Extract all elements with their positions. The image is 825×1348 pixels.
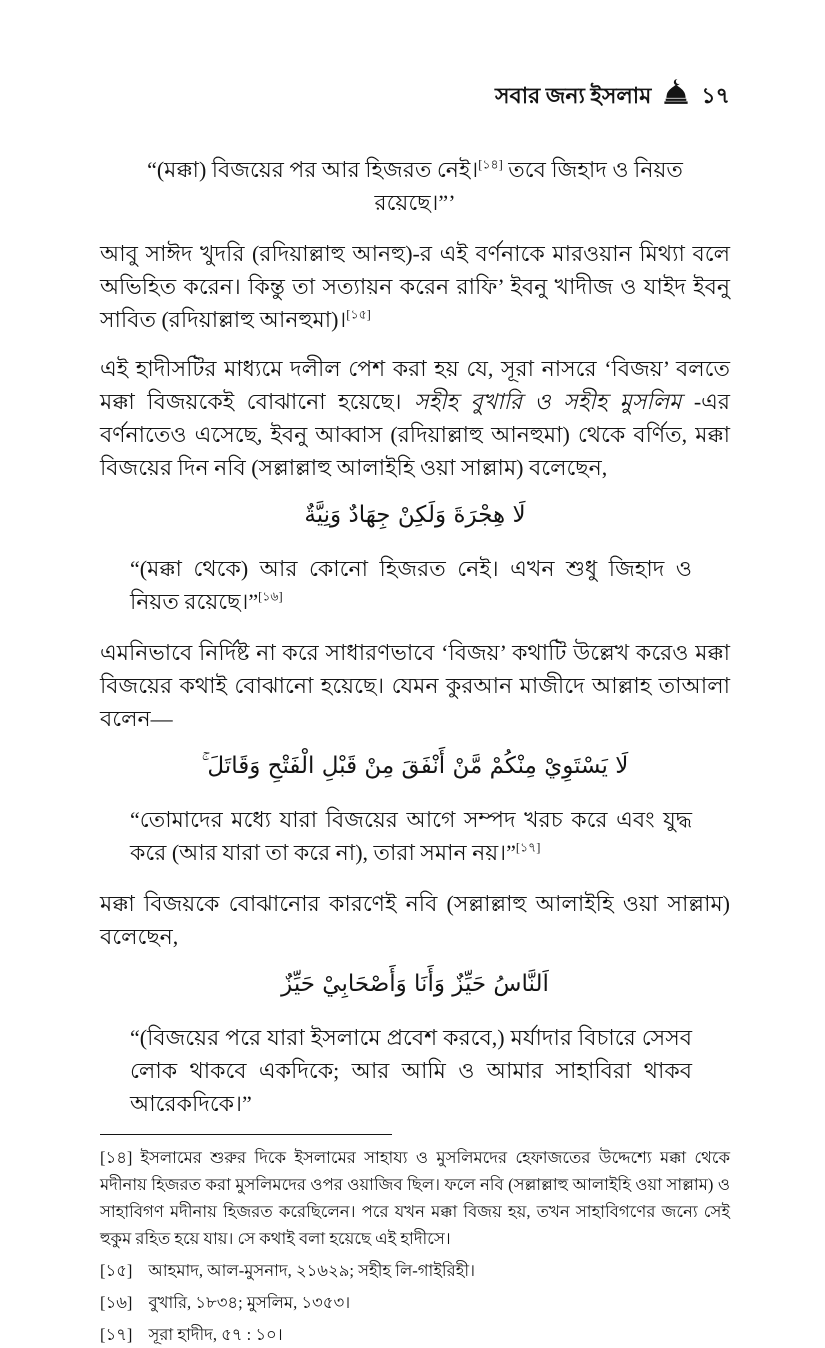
footnote-ref-17: [১৭] <box>515 840 541 855</box>
footnote-marker: [১৪] <box>100 1148 133 1167</box>
arabic-hadith-2: اَلنَّاسُ حَيِّزٌ وَأَنَا وَأَصْحَابِيْ حَيِّزٌ <box>281 971 549 997</box>
hadith-quote-4: “(বিজয়ের পরে যারা ইসলামে প্রবেশ করবে,) মর্যাদার বিচারে সেসব লোক থাকবে একদিকে; আর আমি ও আমার সাহাবিরা থাকব আরেকদিকে।” <box>130 1025 692 1116</box>
footnote-16 <box>100 1289 730 1316</box>
arabic-ayah: لَا يَسْتَوِيْ مِنْكُمْ مَّنْ أَنْفَقَ مِنْ قَبْلِ الْفَتْحِ وَقَاتَلَ ۚ <box>201 753 629 779</box>
footnote-ref-14: [১৪] <box>478 157 503 172</box>
footnote-ref-15: [১৫] <box>346 307 371 322</box>
page-body <box>100 153 730 1120</box>
footnote-text: বুখারি, ১৮৩৪; মুসলিম, ১৩৫৩। <box>148 1293 351 1312</box>
paragraph-text: আবু সাঈদ খুদরি (রদিয়াল্লাহু আনহু)-র এই বর্ণনাকে মারওয়ান মিথ্যা বলে অভিহিত করেন। কিন্তু তা সত্যায়ন করেন রাফি’ ইবনু খাদীজ ও যাইদ ইবনু সাবিত (রদিয়াল্লাহু আনহুমা)। <box>100 241 730 332</box>
quote-text: “(মক্কা থেকে) আর কোনো হিজরত নেই। এখন শুধু জিহাদ ও নিয়ত রয়েছে।” <box>130 556 692 614</box>
footnote-text: সূরা হাদীদ, ৫৭ : ১০। <box>148 1325 283 1344</box>
hadith-quote-1 <box>100 153 730 219</box>
hadith-quote-2 <box>100 552 730 618</box>
arabic-hadith-1: لَا هِجْرَةَ وَلَكِنْ جِهَادٌ وَنِيَّةٌ <box>304 502 526 528</box>
footnote-17 <box>100 1321 730 1348</box>
running-header <box>100 78 730 113</box>
quote-text: “তোমাদের মধ্যে যারা বিজয়ের আগে সম্পদ খরচ করে এবং যুদ্ধ করে (আর যারা তা করে না), তারা সমান নয়।” <box>130 807 692 865</box>
footnote-text: ইসলামের শুরুর দিকে ইসলামের সাহায্য ও মুসলিমদের হেফাজতের উদ্দেশ্যে মক্কা থেকে মদীনায় হিজরত করা মুসলিমদের ওপর ওয়াজিব ছিল। ফলে নবি (সল্লাল্লাহু আলাইহি ওয়া সাল্লাম) ও সাহাবিগণ মদীনায় হিজরত করেছিলেন। পরে যখন মক্কা বিজয় হয়, তখন সাহাবিগণের জন্যে সেই হুকুম রহিত হয়ে যায়। সে কথাই বলা হয়েছে এই হাদীসে। <box>100 1148 730 1248</box>
mosque-dome-icon <box>661 78 691 113</box>
book-title-italic: সহীহ বুখারি ও সহীহ মুসলিম <box>414 389 682 414</box>
footnote-14 <box>100 1144 730 1252</box>
paragraph-quran-majid: এমনিভাবে নির্দিষ্ট না করে সাধারণভাবে ‘বিজয়’ কথাটি উল্লেখ করেও মক্কা বিজয়ের কথাই বোঝানো হয়েছে। যেমন কুরআন মাজীদে আল্লাহ তাআলা বলেন— <box>100 640 730 731</box>
footnote-ref-16: [১৬] <box>258 589 283 604</box>
paragraph-text: এই হাদীসটির মাধ্যমে দলীল পেশ করা হয় যে, সূরা নাসরে ‘বিজয়’ বলতে মক্কা বিজয়কেই বোঝানো হয়েছে। <box>100 356 730 414</box>
footnote-marker: [১৬] <box>100 1293 133 1312</box>
quote-text: তবে জিহাদ ও নিয়ত রয়েছে।”’ <box>374 157 683 215</box>
book-title: সবার জন্য ইসলাম <box>494 82 652 108</box>
paragraph-surah-nasr <box>100 352 730 484</box>
quote-text: “(মক্কা) বিজয়ের পর আর হিজরত নেই। <box>147 157 479 182</box>
paragraph-marwan <box>100 237 730 336</box>
footnote-marker: [১৫] <box>100 1261 133 1280</box>
footnote-marker: [১৭] <box>100 1325 133 1344</box>
footnote-text: আহমাদ, আল-মুসনাদ, ২১৬২৯; সহীহ লি-গাইরিহী। <box>148 1261 476 1280</box>
paragraph-text: -এর বর্ণনাতেও এসেছে, ইবনু আব্বাস (রদিয়াল্লাহু আনহুমা) থেকে বর্ণিত, মক্কা বিজয়ের দিন নবি (সল্লাল্লাহু আলাইহি ওয়া সাল্লাম) বলেছেন, <box>100 389 730 480</box>
paragraph-makkah-victory: মক্কা বিজয়কে বোঝানোর কারণেই নবি (সল্লাল্লাহু আলাইহি ওয়া সাল্লাম) বলেছেন, <box>100 891 730 949</box>
page-number: ১৭ <box>701 82 730 108</box>
footnote-15 <box>100 1257 730 1284</box>
footnote-separator <box>100 1134 392 1135</box>
ayah-translation-quote <box>100 803 730 869</box>
footnotes-section <box>100 1144 730 1348</box>
